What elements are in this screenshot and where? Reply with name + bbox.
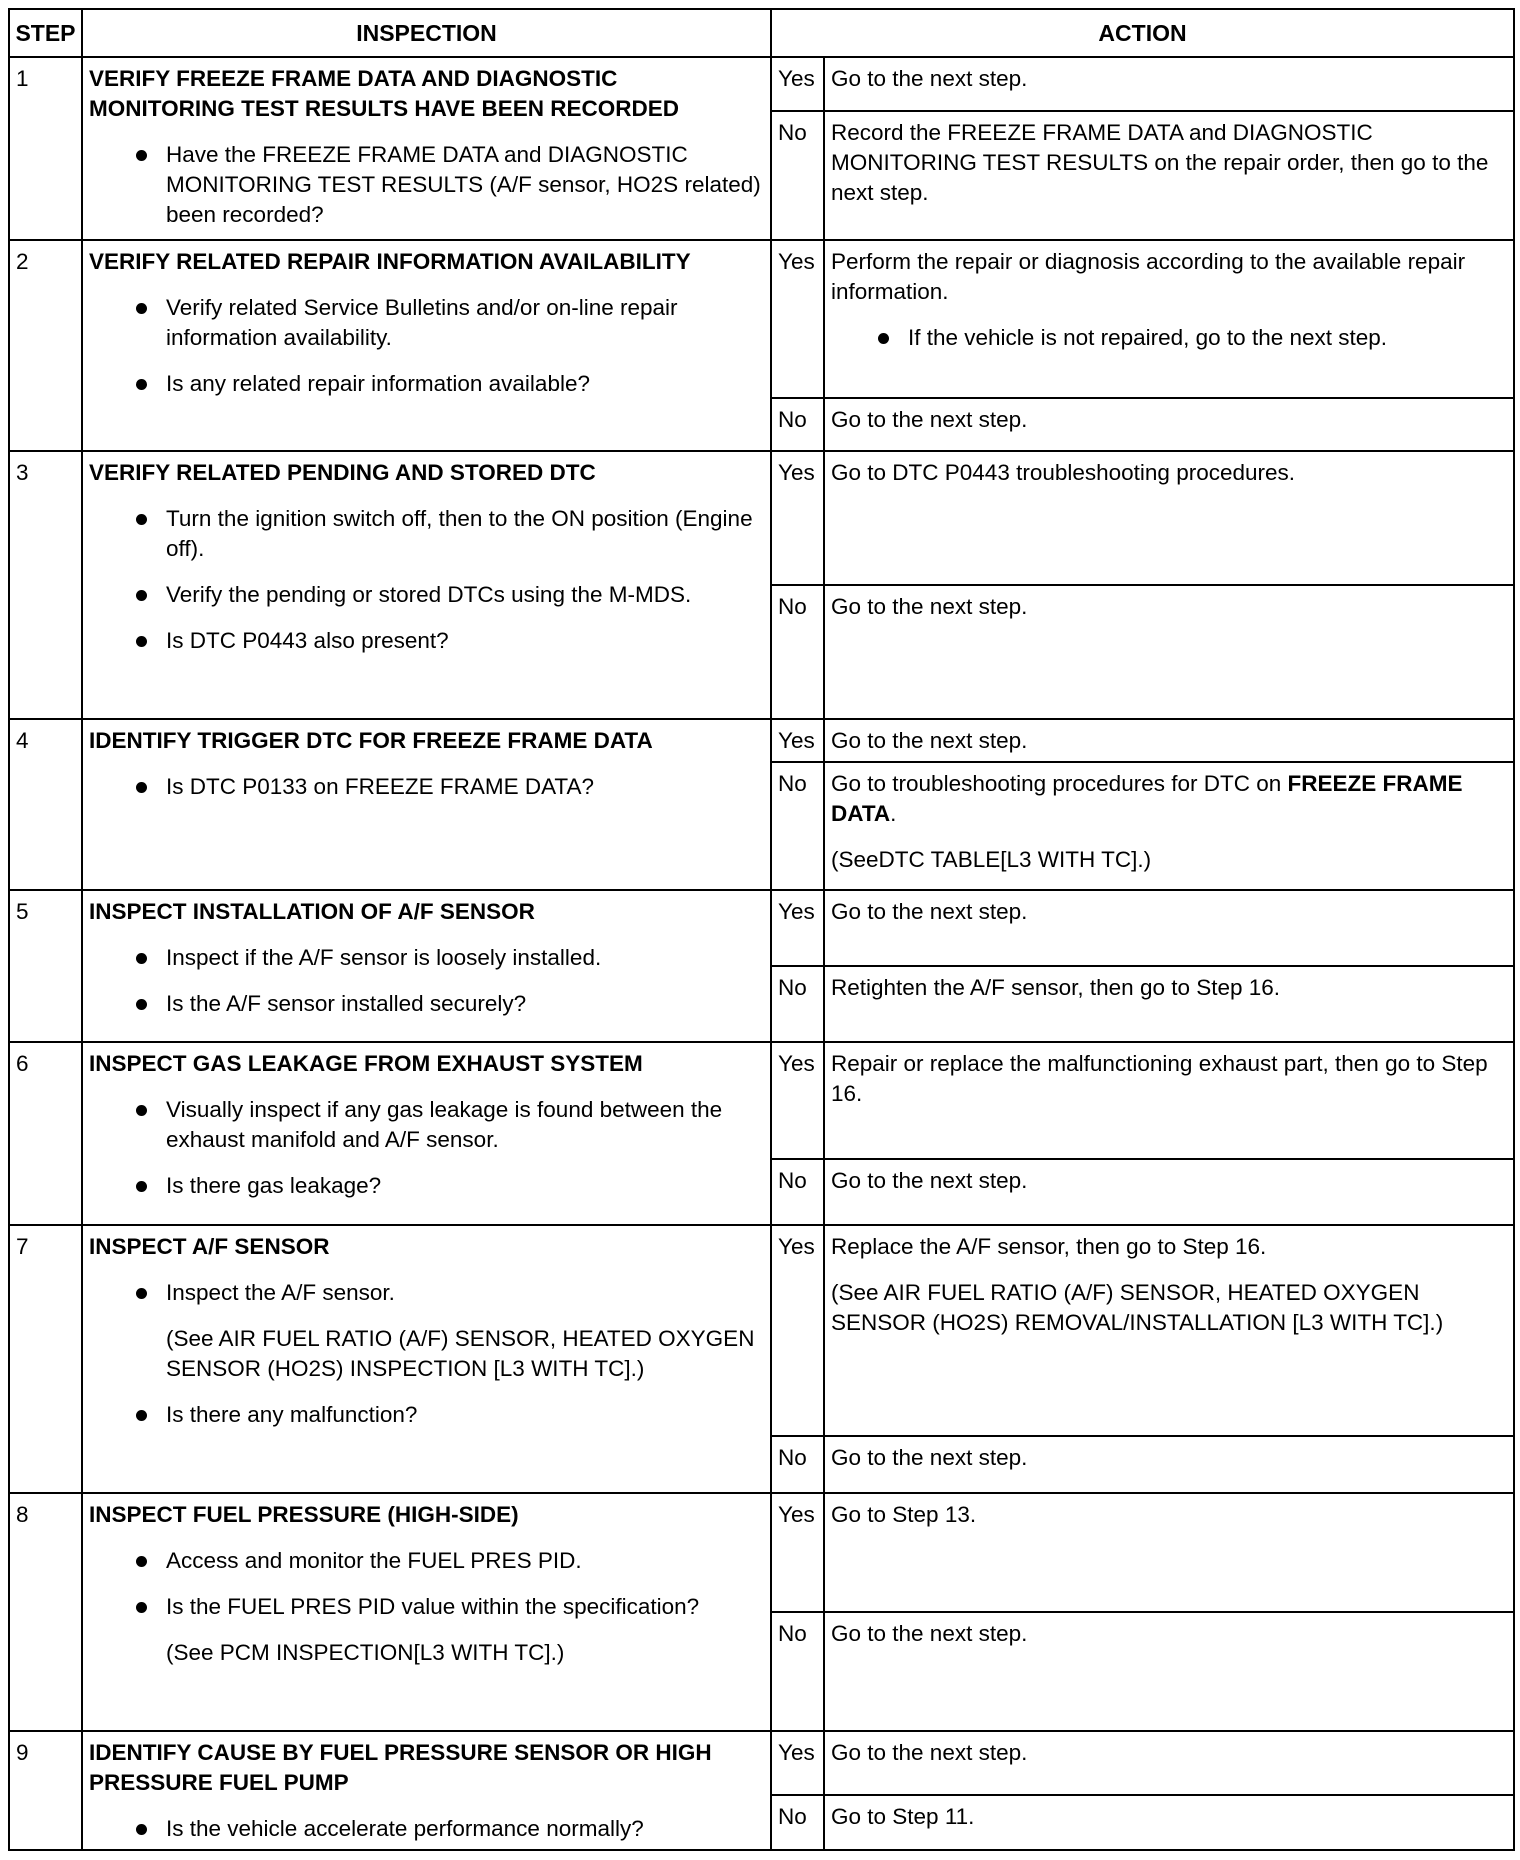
yes-action: Go to DTC P0443 troubleshooting procedures. <box>824 451 1514 585</box>
inspection-title: INSPECT INSTALLATION OF A/F SENSOR <box>89 899 535 924</box>
yes-action <box>824 240 1514 398</box>
dtc-table-reference: (SeeDTC TABLE[L3 WITH TC].) <box>831 847 1152 872</box>
step-number: 5 <box>9 890 82 1042</box>
procedure-page <box>8 8 1513 1851</box>
header-action: ACTION <box>771 9 1514 57</box>
table-row <box>9 1731 1514 1795</box>
table-row <box>9 890 1514 966</box>
inspection-cell <box>82 890 771 1042</box>
inspection-title: VERIFY RELATED REPAIR INFORMATION AVAILABILITY <box>89 249 691 274</box>
no-action <box>824 762 1514 890</box>
inspection-cell <box>82 1042 771 1225</box>
inspection-item: Inspect if the A/F sensor is loosely installed. <box>89 943 764 973</box>
yes-label: Yes <box>771 240 824 398</box>
diagnostic-procedure-table <box>8 8 1515 1851</box>
table-row <box>9 240 1514 398</box>
inspection-title: INSPECT FUEL PRESSURE (HIGH-SIDE) <box>89 1502 519 1527</box>
inspection-item: Verify the pending or stored DTCs using the M-MDS. <box>89 580 764 610</box>
no-action: Go to the next step. <box>824 1436 1514 1493</box>
no-action: Go to Step 11. <box>824 1795 1514 1850</box>
inspection-item: Is any related repair information available? <box>89 369 764 399</box>
inspection-cell <box>82 1731 771 1850</box>
no-action-text-post: . <box>890 801 897 826</box>
inspection-cell <box>82 1493 771 1731</box>
inspection-item: Is the FUEL PRES PID value within the specification? <box>89 1592 764 1622</box>
no-action-text-pre: Go to troubleshooting procedures for DTC on <box>831 771 1288 796</box>
yes-label: Yes <box>771 890 824 966</box>
no-label: No <box>771 966 824 1042</box>
step-number: 6 <box>9 1042 82 1225</box>
inspection-item: Is there any malfunction? <box>89 1400 764 1430</box>
header-inspection: INSPECTION <box>82 9 771 57</box>
inspection-title: IDENTIFY CAUSE BY FUEL PRESSURE SENSOR OR HIGH PRESSURE FUEL PUMP <box>89 1740 712 1795</box>
inspection-cell <box>82 451 771 719</box>
yes-label: Yes <box>771 1225 824 1436</box>
yes-action: Go to the next step. <box>824 57 1514 111</box>
inspection-item: Is there gas leakage? <box>89 1171 764 1201</box>
yes-label: Yes <box>771 1731 824 1795</box>
table-row <box>9 1042 1514 1159</box>
step-number: 4 <box>9 719 82 890</box>
inspection-item: Have the FREEZE FRAME DATA and DIAGNOSTIC MONITORING TEST RESULTS (A/F sensor, HO2S related) been recorded? <box>89 140 764 230</box>
inspection-title: VERIFY RELATED PENDING AND STORED DTC <box>89 460 596 485</box>
no-action: Go to the next step. <box>824 1612 1514 1731</box>
yes-action-text: Replace the A/F sensor, then go to Step 16. <box>831 1234 1267 1259</box>
yes-action: Repair or replace the malfunctioning exhaust part, then go to Step 16. <box>824 1042 1514 1159</box>
inspection-item: Is the A/F sensor installed securely? <box>89 989 764 1019</box>
table-row <box>9 1493 1514 1612</box>
yes-action <box>824 1225 1514 1436</box>
no-label: No <box>771 398 824 451</box>
step-number: 3 <box>9 451 82 719</box>
no-action: Go to the next step. <box>824 585 1514 719</box>
no-label: No <box>771 1612 824 1731</box>
yes-action: Go to Step 13. <box>824 1493 1514 1612</box>
no-label: No <box>771 1436 824 1493</box>
table-row <box>9 1225 1514 1436</box>
inspection-cell <box>82 719 771 890</box>
inspection-title: INSPECT A/F SENSOR <box>89 1234 330 1259</box>
no-label: No <box>771 1795 824 1850</box>
yes-action-text: Perform the repair or diagnosis according to the available repair information. <box>831 249 1466 304</box>
inspection-cell <box>82 240 771 451</box>
step-number: 2 <box>9 240 82 451</box>
yes-action: Go to the next step. <box>824 1731 1514 1795</box>
step-number: 9 <box>9 1731 82 1850</box>
inspection-cell <box>82 1225 771 1493</box>
no-label: No <box>771 111 824 240</box>
inspection-title: INSPECT GAS LEAKAGE FROM EXHAUST SYSTEM <box>89 1051 643 1076</box>
step-number: 8 <box>9 1493 82 1731</box>
yes-action: Go to the next step. <box>824 890 1514 966</box>
no-action-text <box>831 769 1507 829</box>
inspection-item: Verify related Service Bulletins and/or on-line repair information availability. <box>89 293 764 353</box>
inspection-item: Is DTC P0443 also present? <box>89 626 764 656</box>
no-action: Retighten the A/F sensor, then go to Step 16. <box>824 966 1514 1042</box>
inspection-item: Inspect the A/F sensor. <box>89 1278 764 1308</box>
step-number: 1 <box>9 57 82 240</box>
inspection-title: VERIFY FREEZE FRAME DATA AND DIAGNOSTIC MONITORING TEST RESULTS HAVE BEEN RECORDED <box>89 66 680 121</box>
table-row <box>9 719 1514 762</box>
yes-label: Yes <box>771 719 824 762</box>
header-step: STEP <box>9 9 82 57</box>
inspection-item: Is the vehicle accelerate performance normally? <box>89 1814 764 1844</box>
no-label: No <box>771 762 824 890</box>
table-row <box>9 451 1514 585</box>
step-number: 7 <box>9 1225 82 1493</box>
removal-installation-reference: (See AIR FUEL RATIO (A/F) SENSOR, HEATED OXYGEN SENSOR (HO2S) REMOVAL/INSTALLATION [L3 WITH TC].) <box>831 1280 1444 1335</box>
no-action: Go to the next step. <box>824 1159 1514 1225</box>
yes-action: Go to the next step. <box>824 719 1514 762</box>
no-action: Record the FREEZE FRAME DATA and DIAGNOSTIC MONITORING TEST RESULTS on the repair order, then go to the next step. <box>824 111 1514 240</box>
inspection-item: Visually inspect if any gas leakage is found between the exhaust manifold and A/F sensor. <box>89 1095 764 1155</box>
yes-label: Yes <box>771 1042 824 1159</box>
no-label: No <box>771 585 824 719</box>
yes-action-item: If the vehicle is not repaired, go to the next step. <box>831 323 1507 353</box>
inspection-reference: (See PCM INSPECTION[L3 WITH TC].) <box>166 1640 565 1665</box>
inspection-title: IDENTIFY TRIGGER DTC FOR FREEZE FRAME DATA <box>89 728 653 753</box>
table-header-row <box>9 9 1514 57</box>
yes-label: Yes <box>771 451 824 585</box>
no-action: Go to the next step. <box>824 398 1514 451</box>
inspection-item: Is DTC P0133 on FREEZE FRAME DATA? <box>89 772 764 802</box>
freeze-frame-data-term: FREEZE FRAME DATA <box>831 771 1463 826</box>
table-row <box>9 57 1514 111</box>
yes-label: Yes <box>771 1493 824 1612</box>
inspection-item: Turn the ignition switch off, then to the ON position (Engine off). <box>89 504 764 564</box>
no-label: No <box>771 1159 824 1225</box>
inspection-item: Access and monitor the FUEL PRES PID. <box>89 1546 764 1576</box>
yes-label: Yes <box>771 57 824 111</box>
inspection-cell <box>82 57 771 240</box>
inspection-reference: (See AIR FUEL RATIO (A/F) SENSOR, HEATED OXYGEN SENSOR (HO2S) INSPECTION [L3 WITH TC].) <box>166 1326 755 1381</box>
